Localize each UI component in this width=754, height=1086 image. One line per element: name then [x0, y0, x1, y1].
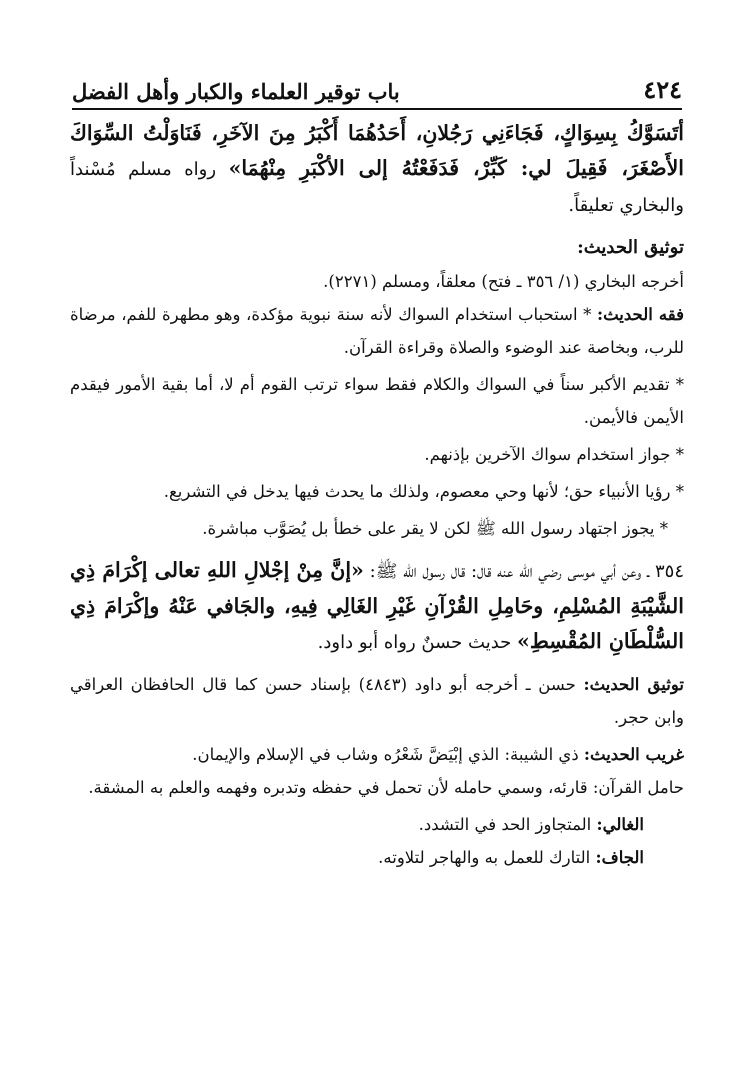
page-header	[72, 70, 682, 110]
gharib-second: حامل القرآن: قارئه، وسمي حامله لأن تحمل في حفظه وتدبره وفهمه والعلم به المشقة.	[88, 778, 684, 797]
gharib-first: ذي الشيبة: الذي إبْيَضَّ شَعْرُه وشاب في الإسلام والإيمان.	[192, 745, 584, 764]
hadith-continuation-source: رواه مسلم مُسْنداً والبخاري تعليقاً.	[70, 159, 684, 216]
page-number: ٤٢٤	[643, 75, 682, 104]
tawthiq-heading-1: توثيق الحديث:	[577, 237, 684, 258]
tawthiq-label-2: توثيق الحديث:	[583, 675, 684, 694]
gharib-ghali	[70, 808, 684, 841]
gharib-label: غريب الحديث:	[583, 745, 684, 764]
ghali-text: المتجاوز الحد في التشدد.	[418, 815, 597, 834]
gharib-paragraph	[70, 738, 684, 771]
hadith-continuation-text: أتَسَوَّكُ بِسِوَاكٍ، فَجَاءَنِي رَجُلانِ، أَحَدُهُمَا أَكْبَرُ مِنَ الآخَرِ، فَنَاوَلْتُ السِّوَاكَ الأَصْغَرَ، فَقِيلَ لي: كَبِّرْ، فَدَفَعْتُهُ إلى الأكْبَرِ مِنْهُمَا»	[70, 121, 684, 180]
hadith-354	[70, 553, 684, 660]
tawthiq-text-2: حسن ـ أخرجه أبو داود (٤٨٤٣) بإسناد حسن كما قال الحافظان العراقي وابن حجر.	[70, 675, 684, 727]
hadith-354-grade: حديث حسنٌ رواه أبو داود.	[317, 632, 517, 653]
jafi-text: التارك للعمل به والهاجر لتلاوته.	[378, 848, 596, 867]
ghali-label: الغالي:	[596, 815, 644, 834]
fiqh-point-2: * تقديم الأكبر سناً في السواك والكلام فقط سواء ترتب القوم أم لا، أما بقية الأمور فيقدم الأيمن فالأيمن.	[70, 375, 684, 427]
fiqh-paragraph	[70, 298, 684, 364]
tawthiq-paragraph-2	[70, 668, 684, 734]
fiqh-label: فقه الحديث:	[597, 305, 684, 324]
fiqh-point-5: * يجوز اجتهاد رسول الله ﷺ لكن لا يقر على خطأ بل يُصَوَّب مباشرة.	[202, 519, 668, 538]
jafi-label: الجاف:	[595, 848, 644, 867]
gharib-jafi	[70, 841, 684, 874]
hadith-continuation	[70, 116, 684, 223]
fiqh-point-3: * جواز استخدام سواك الآخرين بإذنهم.	[424, 445, 684, 464]
running-title: باب توقير العلماء والكبار وأهل الفضل	[72, 79, 400, 104]
fiqh-first-point: * استحباب استخدام السواك لأنه سنة نبوية مؤكدة، وهو مطهرة للفم، مرضاة للرب، وبخاصة عند الوضوء والصلاة وقراءة القرآن.	[70, 305, 684, 357]
fiqh-point-4: * رؤيا الأنبياء حق؛ لأنها وحي معصوم، ولذلك ما يحدث فيها يدخل في التشريع.	[163, 482, 684, 501]
page-body	[70, 116, 684, 874]
hadith-354-intro: ٣٥٤ ـ وعن أبي موسى رضي الله عنه قال: قال رسول الله ﷺ:	[363, 561, 685, 582]
hadith-354-text: «إنَّ مِنْ إجْلالِ اللهِ تعالى إكْرَامَ ذِي الشَّيْبَةِ المُسْلِمِ، وحَامِلِ القُرْآنِ غَيْرِ الغَالِي فِيهِ، والجَافي عَنْهُ وإكْرَامَ ذِي السُّلْطَانِ المُقْسِطِ»	[70, 558, 684, 653]
tawthiq-text-1: أخرجه البخاري (١/ ٣٥٦ ـ فتح) معلقاً، ومسلم (٢٢٧١).	[323, 272, 684, 291]
